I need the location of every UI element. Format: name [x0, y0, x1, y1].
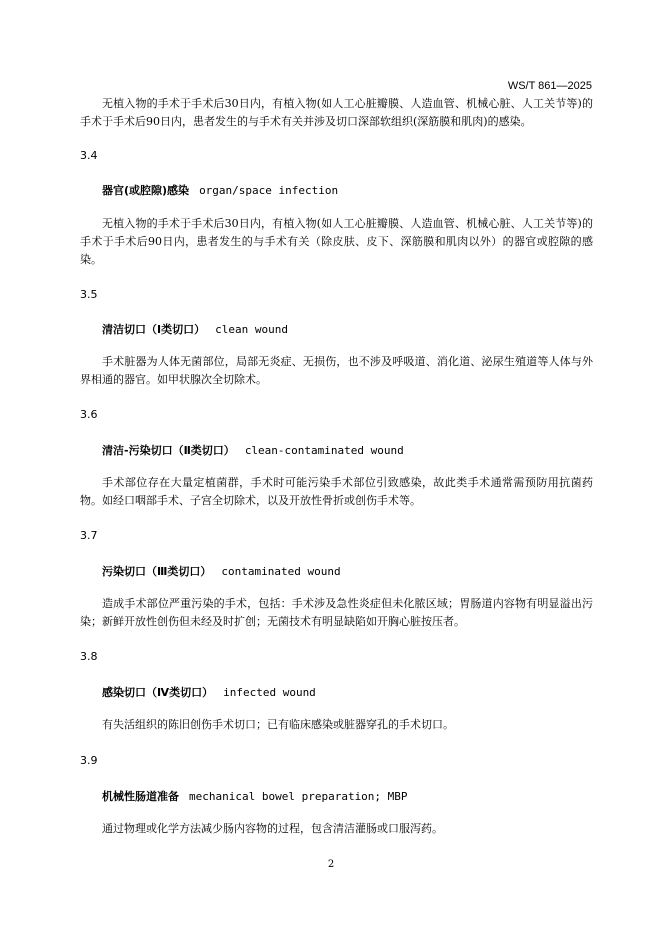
term-english: mechanical bowel preparation; MBP	[189, 790, 408, 803]
term-heading	[102, 182, 338, 198]
term-chinese: 清洁-污染切口（Ⅱ类切口）	[102, 444, 235, 457]
standard-code: WS/T 861—2025	[507, 80, 592, 92]
term-definition: 无植入物的手术于手术后30日内，有植入物(如人工心脏瓣膜、人造血管、机械心脏、人工关节等)的手术于手术后90日内，患者发生的与手术有关（除皮肤、皮下、深筋膜和肌肉以外）的器官或腔隙的感染。	[80, 217, 593, 266]
section-number: 3.5	[80, 288, 98, 301]
term-chinese: 机械性肠道准备	[102, 790, 179, 803]
term-heading	[102, 788, 408, 804]
section-number: 3.8	[80, 650, 98, 663]
term-english: clean-contaminated wound	[244, 444, 404, 457]
term-heading	[102, 321, 288, 337]
term-english: clean wound	[215, 323, 288, 336]
term-heading	[102, 442, 404, 458]
section-number: 3.7	[80, 529, 98, 542]
term-definition: 造成手术部位严重污染的手术，包括：手术涉及急性炎症但未化脓区域；胃肠道内容物有明显溢出污染；新鲜开放性创伤但未经及时扩创；无菌技术有明显缺陷如开胸心脏按压者。	[80, 597, 593, 628]
term-english: infected wound	[223, 686, 316, 699]
term-english: contaminated wound	[221, 565, 341, 578]
term-heading	[102, 563, 341, 579]
term-definition: 通过物理或化学方法减少肠内容物的过程，包含清洁灌肠或口服泻药。	[102, 822, 443, 835]
term-chinese: 感染切口（Ⅳ类切口）	[102, 686, 214, 699]
term-chinese: 污染切口（Ⅲ类切口）	[102, 565, 212, 578]
term-english: organ/space infection	[199, 184, 339, 197]
term-definition: 手术脏器为人体无菌部位，局部无炎症、无损伤，也不涉及呼吸道、消化道、泌尿生殖道等人体与外界相通的器官。如甲状腺次全切除术。	[80, 355, 593, 386]
section-number: 3.9	[80, 754, 98, 767]
term-definition: 手术部位存在大量定植菌群，手术时可能污染手术部位引致感染，故此类手术通常需预防用抗菌药物。如经口咽部手术、子宫全切除术，以及开放性骨折或创伤手术等。	[80, 476, 593, 507]
page-number: 2	[327, 859, 335, 870]
term-chinese: 器官(或腔隙)感染	[102, 184, 190, 197]
term-definition: 有失活组织的陈旧创伤手术切口；已有临床感染或脏器穿孔的手术切口。	[102, 718, 454, 731]
section-number: 3.6	[80, 408, 98, 421]
section-number: 3.4	[80, 149, 98, 162]
term-chinese: 清洁切口（Ⅰ类切口）	[102, 323, 206, 336]
term-heading	[102, 684, 316, 700]
continuation-paragraph: 无植入物的手术于手术后30日内，有植入物(如人工心脏瓣膜、人造血管、机械心脏、人工关节等)的手术于手术后90日内，患者发生的与手术有关并涉及切口深部软组织(深筋膜和肌肉)的感染。	[80, 97, 593, 128]
